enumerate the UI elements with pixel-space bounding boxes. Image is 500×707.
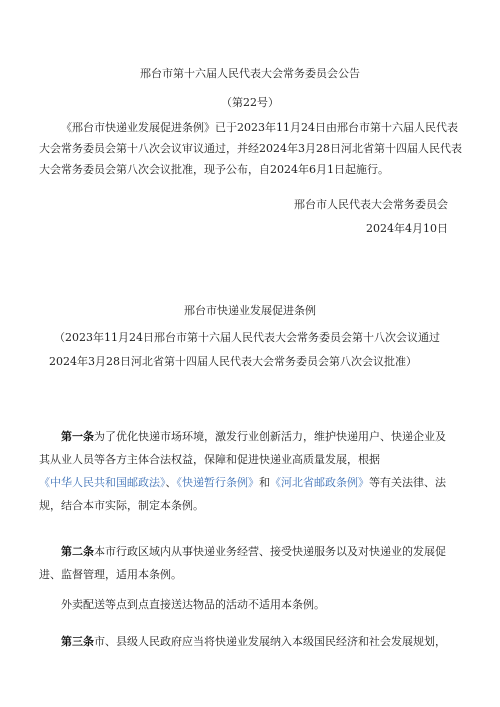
article-3-text: 市、县级人民政府应当将快递业发展纳入本级国民经济和社会发展规划， bbox=[94, 635, 446, 648]
law-link-express-regulation[interactable]: 《快递暂行条例》 bbox=[176, 476, 259, 489]
article-2-paragraph-2: 外卖配送等点到点直接送达物品的活动不适用本条例。 bbox=[61, 598, 325, 611]
regulation-note-line-1: （2023年11月24日邢台市第十六届人民代表大会常务委员会第十八次会议通过 bbox=[54, 331, 440, 344]
law-link-hebei-postal-regulation[interactable]: 《河北省邮政条例》 bbox=[270, 476, 369, 489]
announcement-date: 2024年4月10日 bbox=[366, 222, 448, 235]
article-1-line-1 bbox=[61, 430, 446, 444]
announcement-paragraph-line-3: 大会常务委员会第八次会议批准，现予公布，自2024年6月1日起施行。 bbox=[39, 163, 389, 176]
announcement-number: （第22号） bbox=[221, 96, 279, 109]
separator: 和 bbox=[259, 476, 270, 489]
article-3-label: 第三条 bbox=[61, 635, 94, 648]
article-1-line-3 bbox=[39, 476, 446, 490]
article-2-line-2: 进、监督管理，适用本条例。 bbox=[39, 568, 182, 581]
article-1-label: 第一条 bbox=[61, 430, 94, 443]
article-1-line-3-text: 等有关法律、法 bbox=[369, 476, 446, 489]
article-1-line-2: 其从业人员等各方主体合法权益，保障和促进快递业高质量发展，根据 bbox=[39, 453, 380, 466]
law-link-postal-law[interactable]: 《中华人民共和国邮政法》 bbox=[39, 476, 166, 489]
regulation-note-line-2: 2024年3月28日河北省第十四届人民代表大会常务委员会第八次会议批准） bbox=[49, 355, 417, 368]
article-1-line-4: 规，结合本市实际，制定本条例。 bbox=[39, 499, 204, 512]
article-1-text: 为了优化快递市场环境，激发行业创新活力，维护快递用户、快递企业及 bbox=[94, 430, 446, 443]
regulation-title: 邢台市快递业发展促进条例 bbox=[184, 304, 316, 317]
separator: 、 bbox=[165, 476, 177, 489]
announcement-paragraph-line-2: 大会常务委员会第十八次会议审议通过，并经2024年3月28日河北省第十四届人民代表 bbox=[39, 142, 462, 155]
announcement-paragraph-line-1: 《邢台市快递业发展促进条例》已于2023年11月24日由邢台市第十六届人民代表 bbox=[61, 121, 458, 134]
article-3-line-1 bbox=[61, 635, 446, 649]
article-2-label: 第二条 bbox=[61, 545, 94, 558]
announcement-title: 邢台市第十六届人民代表大会常务委员会公告 bbox=[140, 67, 360, 80]
article-2-text: 本市行政区域内从事快递业务经营、接受快递服务以及对快递业的发展促 bbox=[94, 545, 446, 558]
announcement-signature: 邢台市人民代表大会常务委员会 bbox=[294, 198, 448, 211]
article-2-line-1 bbox=[61, 545, 446, 559]
